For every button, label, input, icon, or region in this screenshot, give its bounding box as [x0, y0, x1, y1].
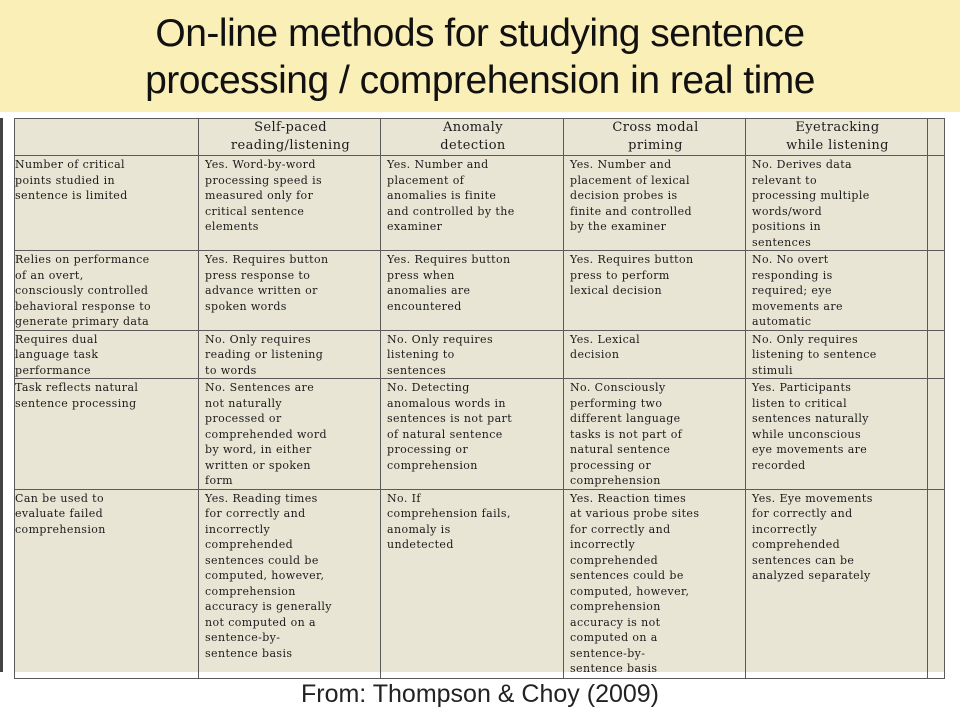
table-cell: No. Sentences are not naturally processed or comprehended word by word, in either written or spoken form [199, 379, 381, 490]
table-cell: Yes. Requires button press response to advance written or spoken words [199, 251, 381, 331]
scan-left-edge [0, 118, 3, 672]
comparison-table [14, 118, 945, 679]
table-row [15, 330, 945, 379]
row-criterion: Number of critical points studied in sentence is limited [15, 156, 199, 251]
slide-title [0, 10, 960, 104]
spare-column-cell [928, 379, 945, 490]
spare-column-cell [928, 251, 945, 331]
header-cross-modal-priming: Cross modal priming [564, 119, 746, 156]
table-cell: No. Only requires listening to sentence stimuli [746, 330, 928, 379]
table-row [15, 251, 945, 331]
slide-title-line-1: On-line methods for studying sentence [155, 12, 805, 55]
table-header-row [15, 119, 945, 156]
title-band [0, 0, 960, 112]
spare-column-cell [928, 489, 945, 678]
table-cell: No. Only requires listening to sentences [381, 330, 564, 379]
table-cell: Yes. Number and placement of lexical decision probes is finite and controlled by the examiner [564, 156, 746, 251]
table-cell: No. Consciously performing two different language tasks is not part of natural sentence processing or comprehension [564, 379, 746, 490]
table-cell: No. Only requires reading or listening to words [199, 330, 381, 379]
table-cell: Yes. Requires button press to perform lexical decision [564, 251, 746, 331]
slide-title-line-2: processing / comprehension in real time [145, 59, 815, 102]
table-cell: Yes. Lexical decision [564, 330, 746, 379]
table-cell: Yes. Reaction times at various probe sites for correctly and incorrectly comprehended sentences could be computed, however, comprehension accuracy is not computed on a sentence-by- sentence basis [564, 489, 746, 678]
row-criterion: Task reflects natural sentence processing [15, 379, 199, 490]
table-cell: Yes. Number and placement of anomalies is finite and controlled by the examiner [381, 156, 564, 251]
table-cell: No. Derives data relevant to processing multiple words/word positions in sentences [746, 156, 928, 251]
table-row [15, 379, 945, 490]
spare-column-cell [928, 156, 945, 251]
table-cell: Yes. Eye movements for correctly and incorrectly comprehended sentences can be analyzed separately [746, 489, 928, 678]
row-criterion: Can be used to evaluate failed comprehension [15, 489, 199, 678]
table-cell: Yes. Reading times for correctly and incorrectly comprehended sentences could be computed, however, comprehension accuracy is generally not computed on a sentence-by- sentence basis [199, 489, 381, 678]
row-criterion: Requires dual language task performance [15, 330, 199, 379]
table-cell: No. Detecting anomalous words in sentences is not part of natural sentence processing or comprehension [381, 379, 564, 490]
header-eyetracking: Eyetracking while listening [746, 119, 928, 156]
table-row [15, 156, 945, 251]
table-cell: Yes. Participants listen to critical sentences naturally while unconscious eye movements are recorded [746, 379, 928, 490]
table-cell: Yes. Requires button press when anomalies are encountered [381, 251, 564, 331]
table-cell: Yes. Word-by-word processing speed is measured only for critical sentence elements [199, 156, 381, 251]
header-self-paced: Self-paced reading/listening [199, 119, 381, 156]
header-cell-empty [15, 119, 199, 156]
spare-column-cell [928, 119, 945, 156]
row-criterion: Relies on performance of an overt, consciously controlled behavioral response to generate primary data [15, 251, 199, 331]
table-row [15, 489, 945, 678]
source-citation: From: Thompson & Choy (2009) [300, 680, 660, 708]
header-anomaly-detection: Anomaly detection [381, 119, 564, 156]
table-cell: No. No overt responding is required; eye movements are automatic [746, 251, 928, 331]
table-cell: No. If comprehension fails, anomaly is undetected [381, 489, 564, 678]
spare-column-cell [928, 330, 945, 379]
